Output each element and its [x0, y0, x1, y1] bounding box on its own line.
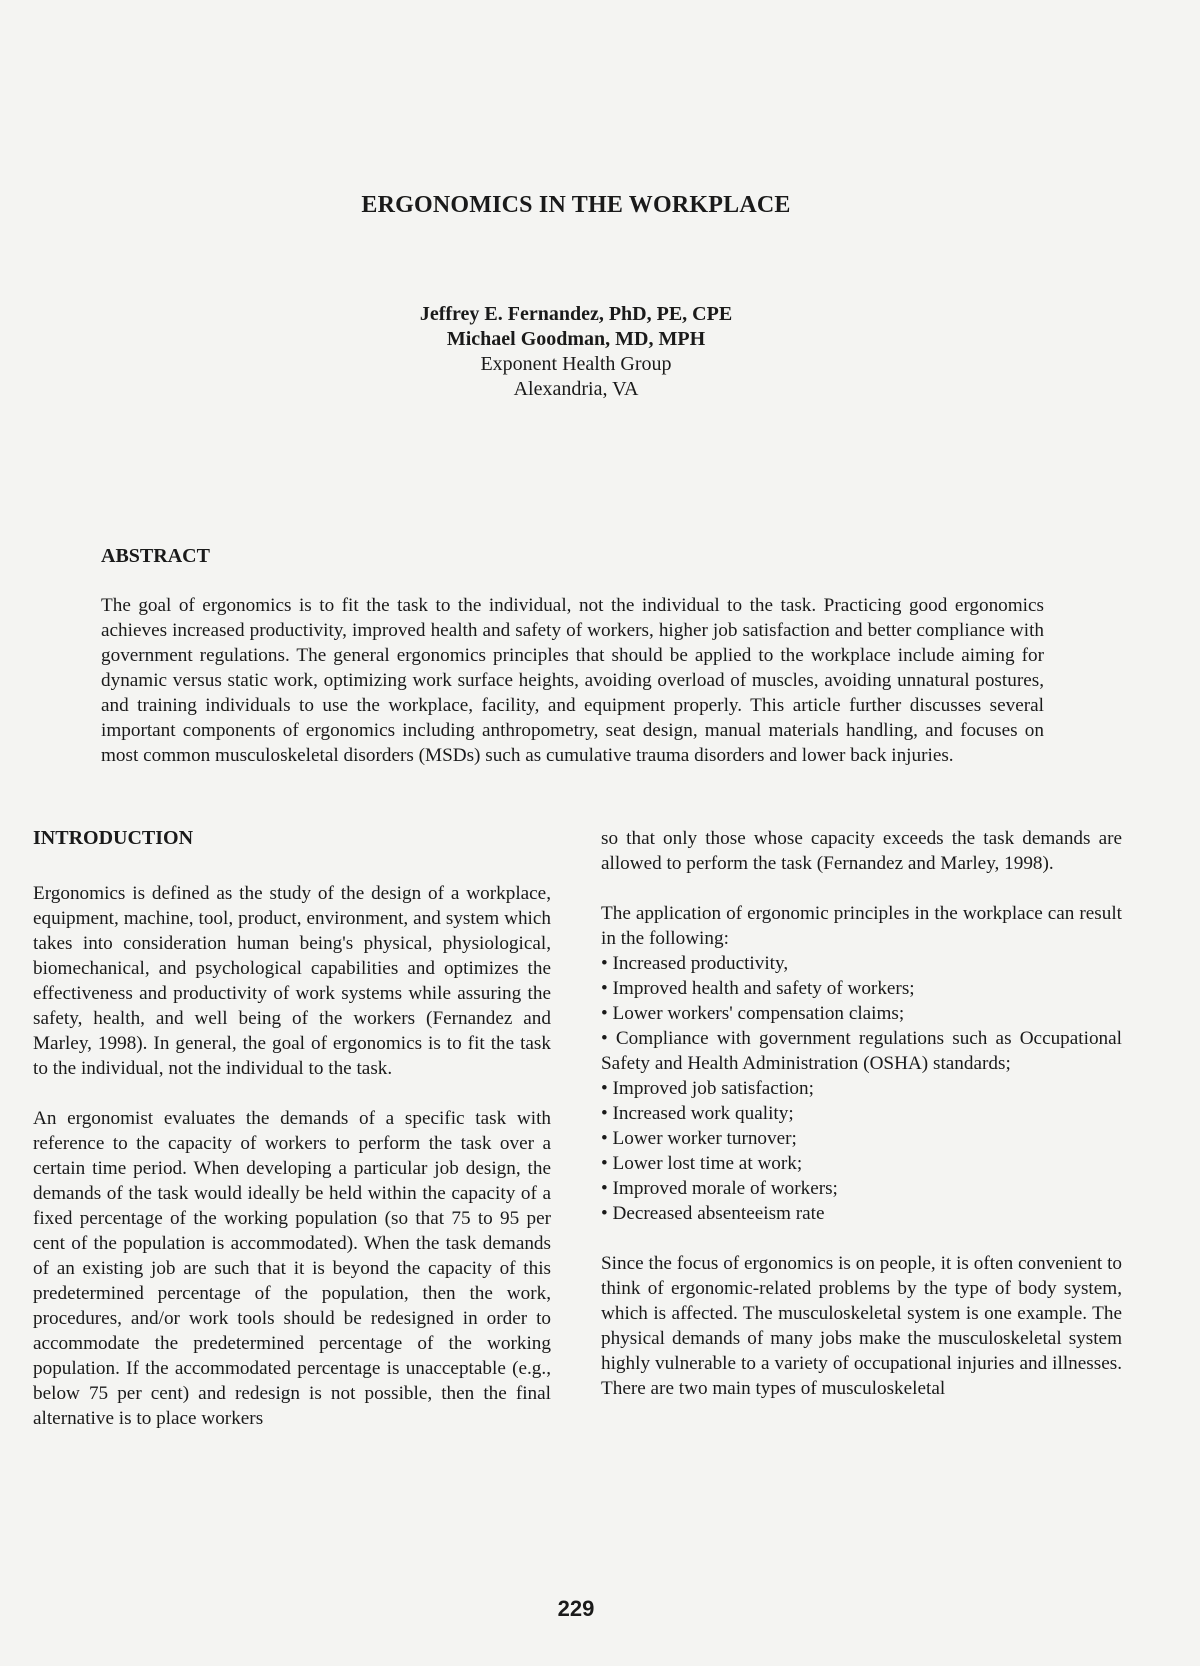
left-column [33, 827, 551, 1431]
list-item: • Lower worker turnover; [601, 1128, 797, 1149]
abstract-heading: ABSTRACT [101, 545, 210, 567]
paragraph-gap [601, 1226, 1122, 1251]
list-item: • Lower lost time at work; [601, 1153, 803, 1174]
abstract-text: The goal of ergonomics is to fit the task to the individual, not the individual to the task. Practicing good ergonomics achieves increased productivity, improved health and safety of workers, higher job satisfaction and better compliance with government regulations. The general ergonomics principles that should be applied to the workplace include aiming for dynamic versus static work, optimizing work surface heights, avoiding overload of muscles, avoiding unnatural postures, and training individuals to use the workplace, facility, and equipment properly. This article further discusses several important components of ergonomics including anthropometry, seat design, manual materials handling, and focuses on most common musculoskeletal disorders (MSDs) such as cumulative trauma disorders and lower back injuries. [101, 595, 1044, 766]
intro-paragraph: Since the focus of ergonomics is on people, it is often convenient to think of ergonomic-related problems by the type of body system, which is affected. The musculoskeletal system is one example. The physical demands of many jobs make the musculoskeletal system highly vulnerable to a variety of occupational injuries and illnesses. There are two main types of musculoskeletal [601, 1253, 1122, 1399]
paragraph-gap [33, 1081, 551, 1106]
list-item: • Lower workers' compensation claims; [601, 1003, 905, 1024]
paragraph-gap [601, 876, 1122, 901]
list-item: • Increased work quality; [601, 1103, 794, 1124]
list-item: • Improved job satisfaction; [601, 1078, 814, 1099]
author-name: Jeffrey E. Fernandez, PhD, PE, CPE [419, 303, 733, 325]
list-item: • Decreased absenteeism rate [601, 1203, 825, 1224]
intro-paragraph: An ergonomist evaluates the demands of a specific task with reference to the capacity of workers to perform the task over a certain time period. When developing a particular job design, the demands of the task would ideally be held within the capacity of a fixed percentage of the working population (so that 75 to 95 per cent of the population is accommodated). When the task demands of an existing job are such that it is beyond the capacity of this predetermined percentage of the population, then the work, procedures, and/or work tools should be redesigned in order to accommodate the predetermined percentage of the working population. If the accommodated percentage is unacceptable (e.g., below 75 per cent) and redesign is not possible, then the final alternative is to place workers [33, 1108, 551, 1429]
intro-paragraph: so that only those whose capacity exceeds the task demands are allowed to perform the task (Fernandez and Marley, 1998). [601, 828, 1122, 874]
author-name: Michael Goodman, MD, MPH [446, 328, 706, 350]
list-item: • Compliance with government regulations such as Occupational Safety and Health Administration (OSHA) standards; [601, 1028, 1122, 1074]
author-location: Alexandria, VA [513, 378, 639, 400]
list-item: • Improved morale of workers; [601, 1178, 838, 1199]
benefits-list [601, 951, 1122, 1226]
author-block [0, 302, 1152, 402]
intro-paragraph: The application of ergonomic principles in the workplace can result in the following: [601, 903, 1122, 949]
right-column [601, 826, 1122, 1401]
list-item: • Increased productivity, [601, 953, 789, 974]
author-affiliation: Exponent Health Group [480, 353, 672, 375]
page-number: 229 [557, 1596, 595, 1621]
intro-paragraph: Ergonomics is defined as the study of the design of a workplace, equipment, machine, tool, product, environment, and system which takes into consideration human being's physical, physiological, biomechanical, and psychological capabilities and optimizes the effectiveness and productivity of work systems while assuring the safety, health, and well being of the workers (Fernandez and Marley, 1998). In general, the goal of ergonomics is to fit the task to the individual, not the individual to the task. [33, 883, 551, 1079]
paper-title: ERGONOMICS IN THE WORKPLACE [361, 192, 791, 218]
section-heading-introduction: INTRODUCTION [33, 827, 194, 849]
list-item: • Improved health and safety of workers; [601, 978, 915, 999]
